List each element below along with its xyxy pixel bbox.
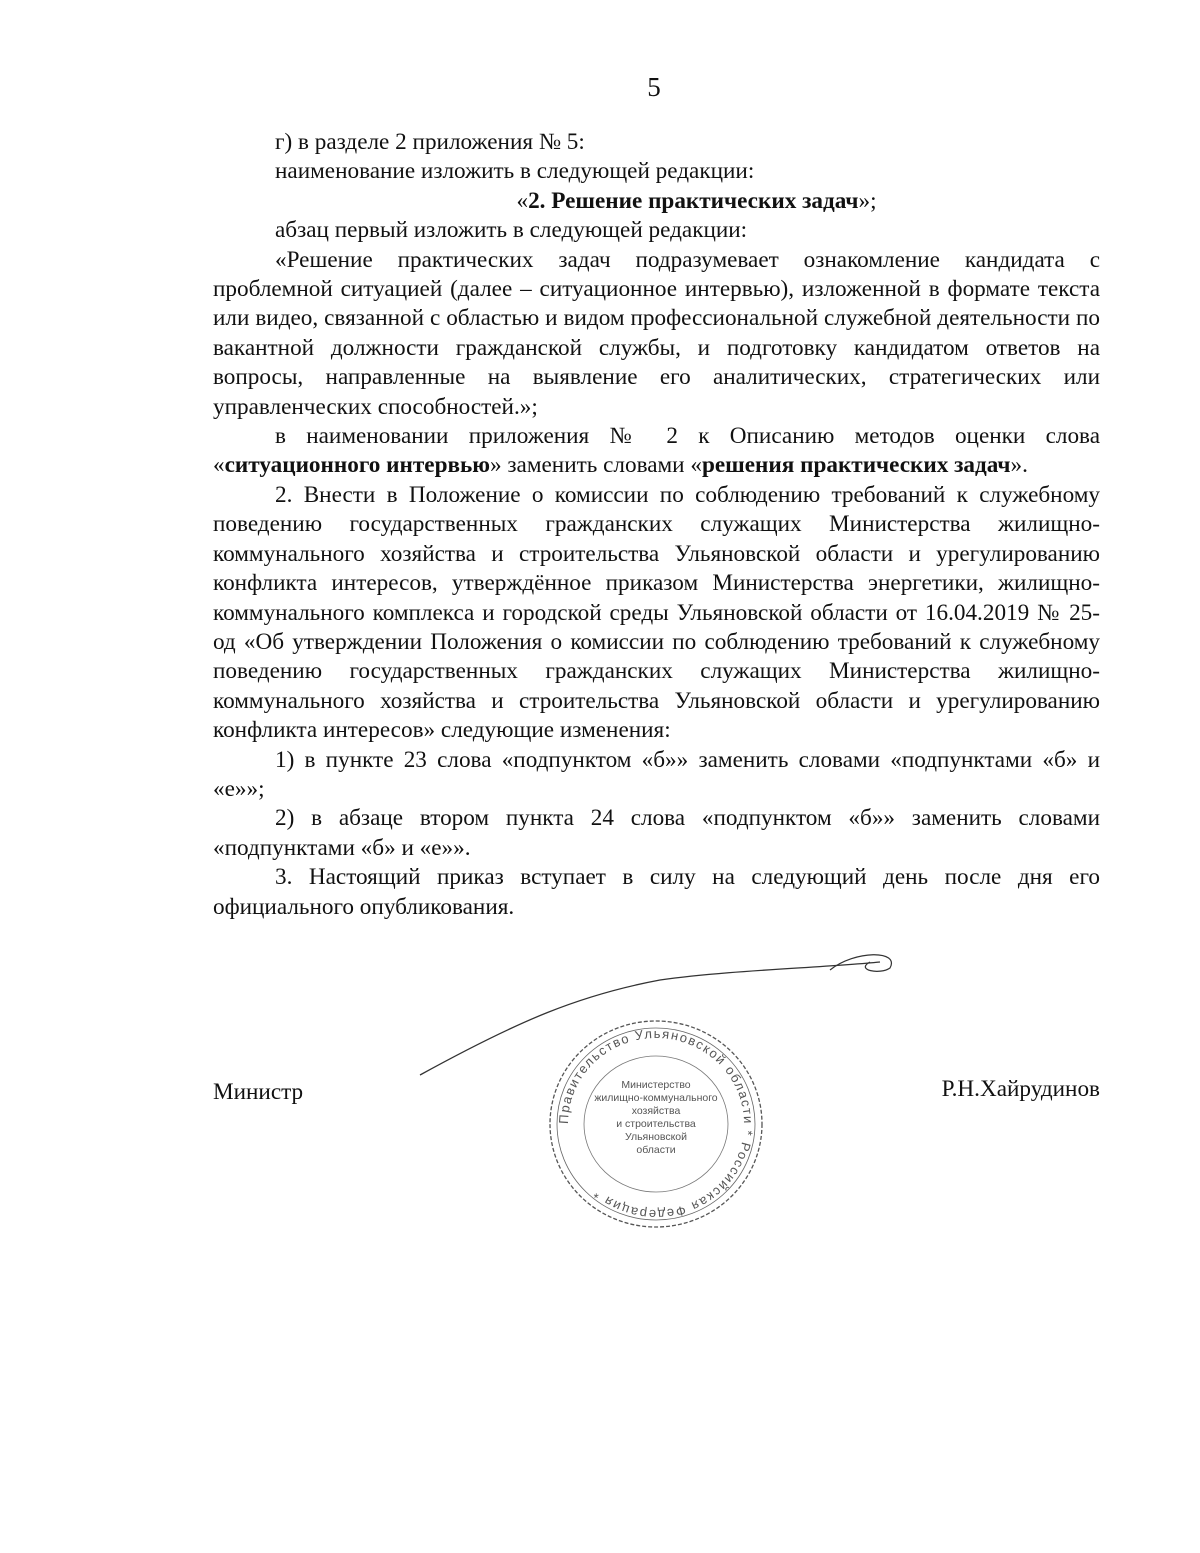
signatory-position: Министр bbox=[213, 1079, 304, 1105]
paragraph-3 bbox=[213, 187, 1100, 216]
paragraph-7: 2. Внести в Положение о комиссии по соблюдению требований к служебному поведению государственных гражданских служащих Министерства жилищно-коммунального хозяйства и строительства Ульяновской области и урегулированию конфликта интересов, утверждённое приказом Министерства энергетики, жилищно-коммунального комплекса и городской среды Ульяновской области от 16.04.2019 № 25-од «Об утверждении Положения о комиссии по соблюдению требований к служебному поведению государственных гражданских служащих Министерства жилищно-коммунального хозяйства и строительства Ульяновской области и урегулированию конфликта интересов» следующие изменения: bbox=[213, 481, 1100, 744]
p6-text-a: в наименовании приложения № 2 к Описанию методов оценки слова « bbox=[213, 423, 1100, 479]
paragraph-4: абзац первый изложить в следующей редакции: bbox=[275, 217, 748, 244]
p6-bold-new: решения практических задач bbox=[701, 452, 1011, 479]
page-number: 5 bbox=[647, 72, 661, 102]
signatory-name: Р.Н.Хайрудинов bbox=[941, 1076, 1100, 1102]
stamp-outer-text: Правительство Ульяновской области * Российская Федерация * bbox=[555, 1025, 757, 1223]
section-title-bold: 2. Решение практических задач bbox=[528, 187, 859, 214]
paragraph-6 bbox=[213, 422, 1100, 481]
stamp-line-5: Ульяновской bbox=[624, 1131, 688, 1143]
p6-text-e: ». bbox=[1010, 452, 1028, 479]
stamp-line-6: области bbox=[636, 1144, 676, 1156]
stamp-line-1: Министерство bbox=[621, 1079, 691, 1091]
document-body bbox=[213, 128, 1100, 922]
p6-text-c: » заменить словами « bbox=[489, 452, 702, 479]
paragraph-2: наименование изложить в следующей редакции: bbox=[275, 158, 755, 185]
paragraph-1: г) в разделе 2 приложения № 5: bbox=[275, 129, 585, 155]
paragraph-9: 2) в абзаце втором пункта 24 слова «подпунктом «б»» заменить словами «подпунктами «б» и «е»». bbox=[213, 805, 1100, 861]
paragraph-5: «Решение практических задач подразумевает ознакомление кандидата с проблемной ситуацией (далее – ситуационное интервью), изложенной в формате текста или видео, связанной с областью и видом профессиональной служебной деятельности по вакантной должности гражданской службы, и подготовку кандидатом ответов на вопросы, направленные на выявление его аналитических, стратегических или управленческих способностей.»; bbox=[213, 246, 1100, 420]
quote-open: « bbox=[516, 187, 529, 214]
official-seal-stamp bbox=[547, 1018, 765, 1230]
stamp-line-2: жилищно-коммунального bbox=[594, 1092, 718, 1104]
paragraph-8: 1) в пункте 23 слова «подпунктом «б»» заменить словами «подпунктами «б» и «е»»; bbox=[213, 746, 1100, 802]
paragraph-10: 3. Настоящий приказ вступает в силу на следующий день после дня его официального опубликования. bbox=[213, 864, 1100, 920]
stamp-line-4: и строительства bbox=[616, 1118, 696, 1130]
quote-close: »; bbox=[858, 187, 877, 214]
p6-bold-old: ситуационного интервью bbox=[224, 452, 490, 479]
stamp-line-3: хозяйства bbox=[631, 1105, 681, 1117]
